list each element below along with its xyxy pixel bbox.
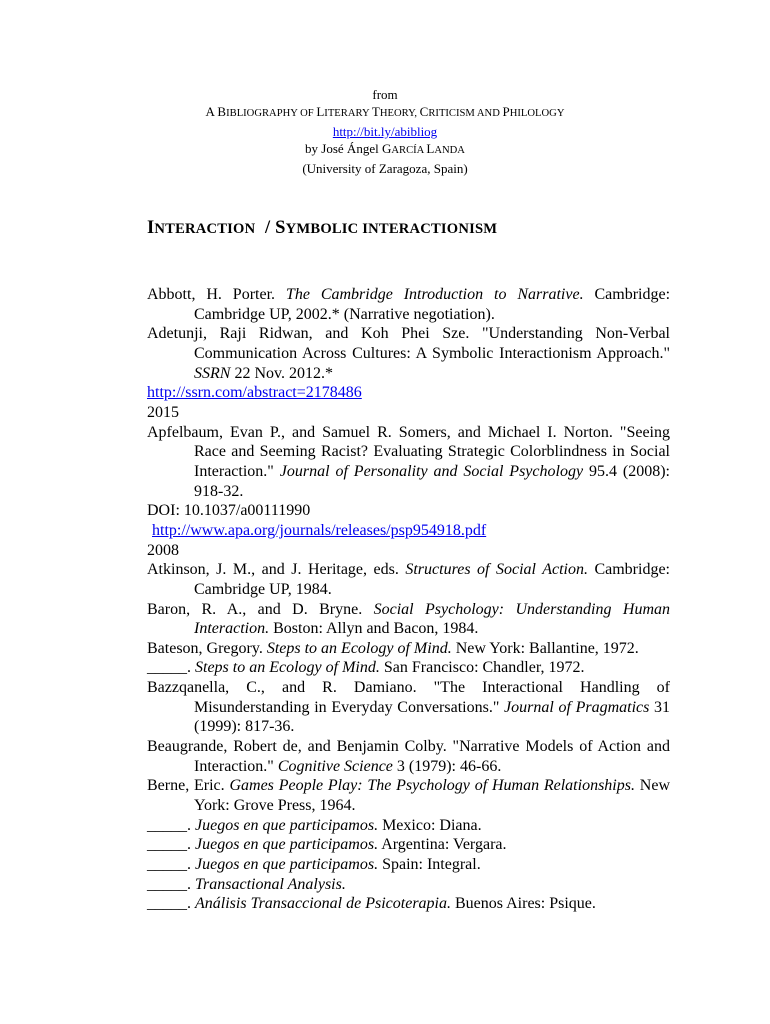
section-title: INTERACTION / SYMBOLIC INTERACTIONISM [147, 218, 498, 238]
entry-abbott: Abbott, H. Porter. The Cambridge Introduction to Narrative. Cambridge: Cambridge UP, 2002.* (Narrative negotiation). [147, 286, 671, 323]
entry-berne-5: _____. Transactional Analysis. [147, 875, 346, 893]
author-line: by José Ángel GARCÍA LANDA [305, 141, 465, 157]
entry-berne-3: _____. Juegos en que participamos. Argentina: Vergara. [147, 836, 507, 854]
entry-bateson-1: Bateson, Gregory. Steps to an Ecology of Mind. New York: Ballantine, 1972. [147, 639, 639, 657]
entry-berne-1: Berne, Eric. Games People Play: The Psychology of Human Relationships. New York: Grove Press, 1964. [147, 777, 670, 815]
entry-adetunji-link[interactable]: http://ssrn.com/abstract=2178486 [147, 384, 362, 402]
affiliation: (University of Zaragoza, Spain) [302, 160, 468, 176]
bibliography-url-link[interactable]: http://bit.ly/abibliog [332, 123, 438, 139]
entry-berne-2: _____. Juegos en que participamos. Mexico: Diana. [147, 816, 482, 834]
entry-bateson-2: _____. Steps to an Ecology of Mind. San Francisco: Chandler, 1972. [147, 659, 585, 677]
entry-berne-6: _____. Análisis Transaccional de Psicoterapia. Buenos Aires: Psique. [147, 895, 596, 913]
entry-bazzqanella: Bazzqanella, C., and R. Damiano. "The Interactional Handling of Misunderstanding in Everyday Conversations." Journal of Pragmatics 31 (1999): 817-36. [147, 679, 671, 736]
entry-atkinson: Atkinson, J. M., and J. Heritage, eds. Structures of Social Action. Cambridge: Cambridge UP, 1984. [147, 561, 670, 598]
bibliography-title: A BIBLIOGRAPHY OF LITERARY THEORY, CRITICISM AND PHILOLOGY [205, 104, 565, 120]
entry-beaugrande: Beaugrande, Robert de, and Benjamin Colby. "Narrative Models of Action and Interaction." Cognitive Science 3 (1979): 46-66. [147, 738, 670, 775]
entry-apfelbaum-link[interactable]: http://www.apa.org/journals/releases/psp954918.pdf [152, 521, 487, 539]
entry-adetunji: Adetunji, Raji Ridwan, and Koh Phei Sze. "Understanding Non-Verbal Communication Across Cultures: A Symbolic Interactionism Approach." SSRN 22 Nov. 2012.* http://ssrn.com/abstract=2178486 2015 [147, 325, 670, 421]
header-from: from [372, 87, 398, 102]
entry-berne-4: _____. Juegos en que participamos. Spain: Integral. [147, 856, 481, 874]
bibliography-header [0, 86, 770, 177]
entry-apfelbaum: Apfelbaum, Evan P., and Samuel R. Somers, and Michael I. Norton. "Seeing Race and Seeming Racist? Evaluating Strategic Colorblindness in Social Interaction." Journal of Personality and Social Psychology 95.4 (2008): 918-32. DOI: 10.1037/a00111990 http://www.apa.org/journals/releases/psp954918.pdf 2008 [147, 423, 670, 559]
entry-baron: Baron, R. A., and D. Bryne. Social Psychology: Understanding Human Interaction. Boston: Allyn and Bacon, 1984. [147, 600, 670, 638]
bibliography-entries [147, 285, 670, 914]
